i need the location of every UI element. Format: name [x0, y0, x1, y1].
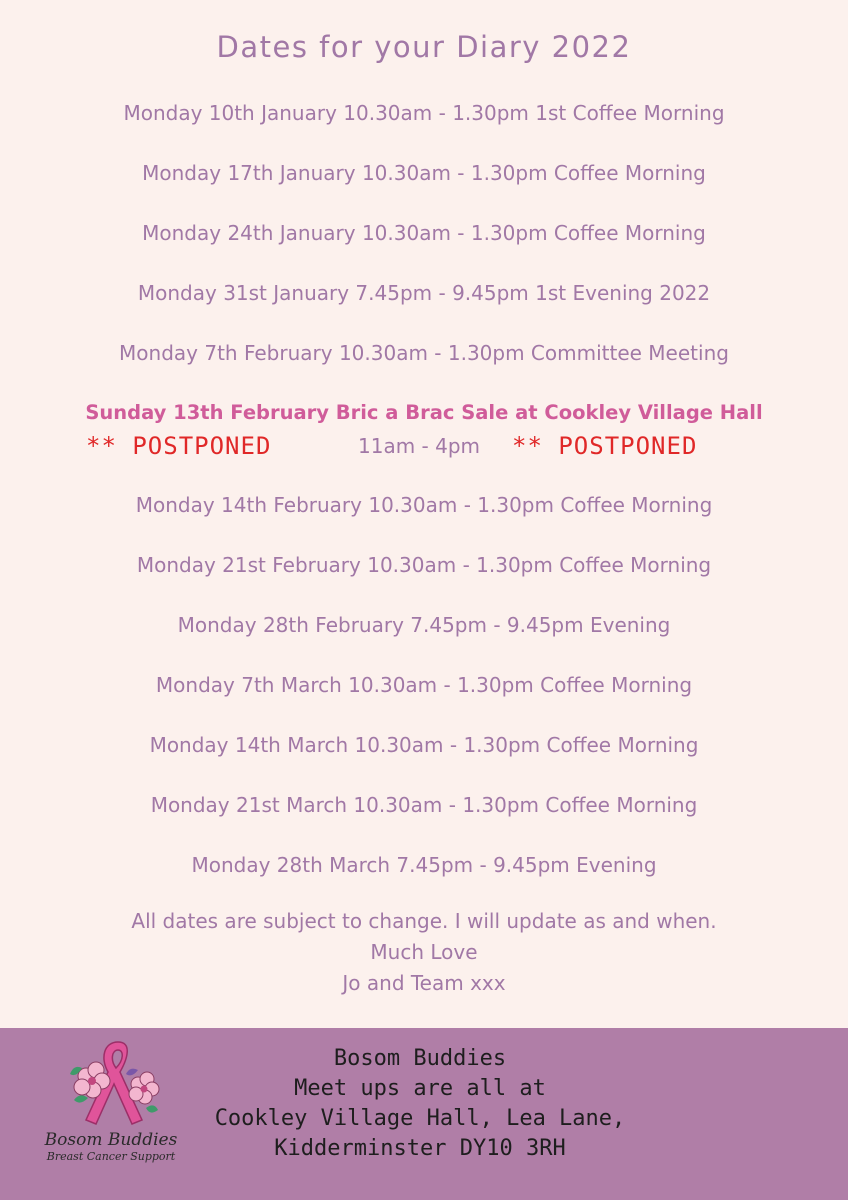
event-item: Monday 21st February 10.30am - 1.30pm Coffee Morning [136, 553, 712, 577]
event-list [0, 96, 848, 908]
footer-band [0, 1028, 848, 1200]
logo-name: Bosom Buddies [44, 1130, 178, 1150]
logo [36, 1034, 186, 1194]
address-line: Cookley Village Hall, Lea Lane, [214, 1106, 626, 1131]
event-item: Monday 24th January 10.30am - 1.30pm Coffee Morning [142, 221, 706, 245]
logo-tagline: Breast Cancer Support [46, 1150, 176, 1163]
special-event: Sunday 13th February Bric a Brac Sale at Cookley Village Hall [85, 401, 763, 424]
event-item: Monday 17th January 10.30am - 1.30pm Coffee Morning [142, 161, 706, 185]
address-line: Bosom Buddies [333, 1046, 507, 1071]
note-line: Jo and Team xxx [342, 971, 506, 995]
event-item: Monday 14th February 10.30am - 1.30pm Coffee Morning [135, 493, 713, 517]
event-item: Monday 7th February 10.30am - 1.30pm Committee Meeting [119, 341, 729, 365]
event-item: Monday 7th March 10.30am - 1.30pm Coffee Morning [155, 673, 693, 697]
special-event-time: 11am - 4pm [358, 434, 481, 458]
event-item: Monday 31st January 7.45pm - 9.45pm 1st Evening 2022 [137, 281, 711, 305]
page-title: Dates for your Diary 2022 [216, 30, 632, 64]
ribbon-flower-icon [56, 1034, 166, 1130]
postponed-label-left: ** POSTPONED [86, 432, 272, 460]
event-item: Monday 21st March 10.30am - 1.30pm Coffee Morning [150, 793, 698, 817]
address-line: Meet ups are all at [294, 1076, 546, 1101]
event-item: Monday 28th March 7.45pm - 9.45pm Evening [191, 853, 657, 877]
postponed-row [0, 430, 848, 488]
meetup-address [170, 1044, 670, 1164]
event-item: Monday 10th January 10.30am - 1.30pm 1st Coffee Morning [123, 101, 725, 125]
note-line: All dates are subject to change. I will update as and when. [131, 909, 717, 933]
note-line: Much Love [370, 940, 478, 964]
postponed-label-right: ** POSTPONED [512, 432, 698, 460]
address-line: Kidderminster DY10 3RH [274, 1136, 566, 1161]
closing-note [0, 906, 848, 999]
event-item: Monday 28th February 7.45pm - 9.45pm Evening [177, 613, 671, 637]
event-item: Monday 14th March 10.30am - 1.30pm Coffee Morning [149, 733, 699, 757]
